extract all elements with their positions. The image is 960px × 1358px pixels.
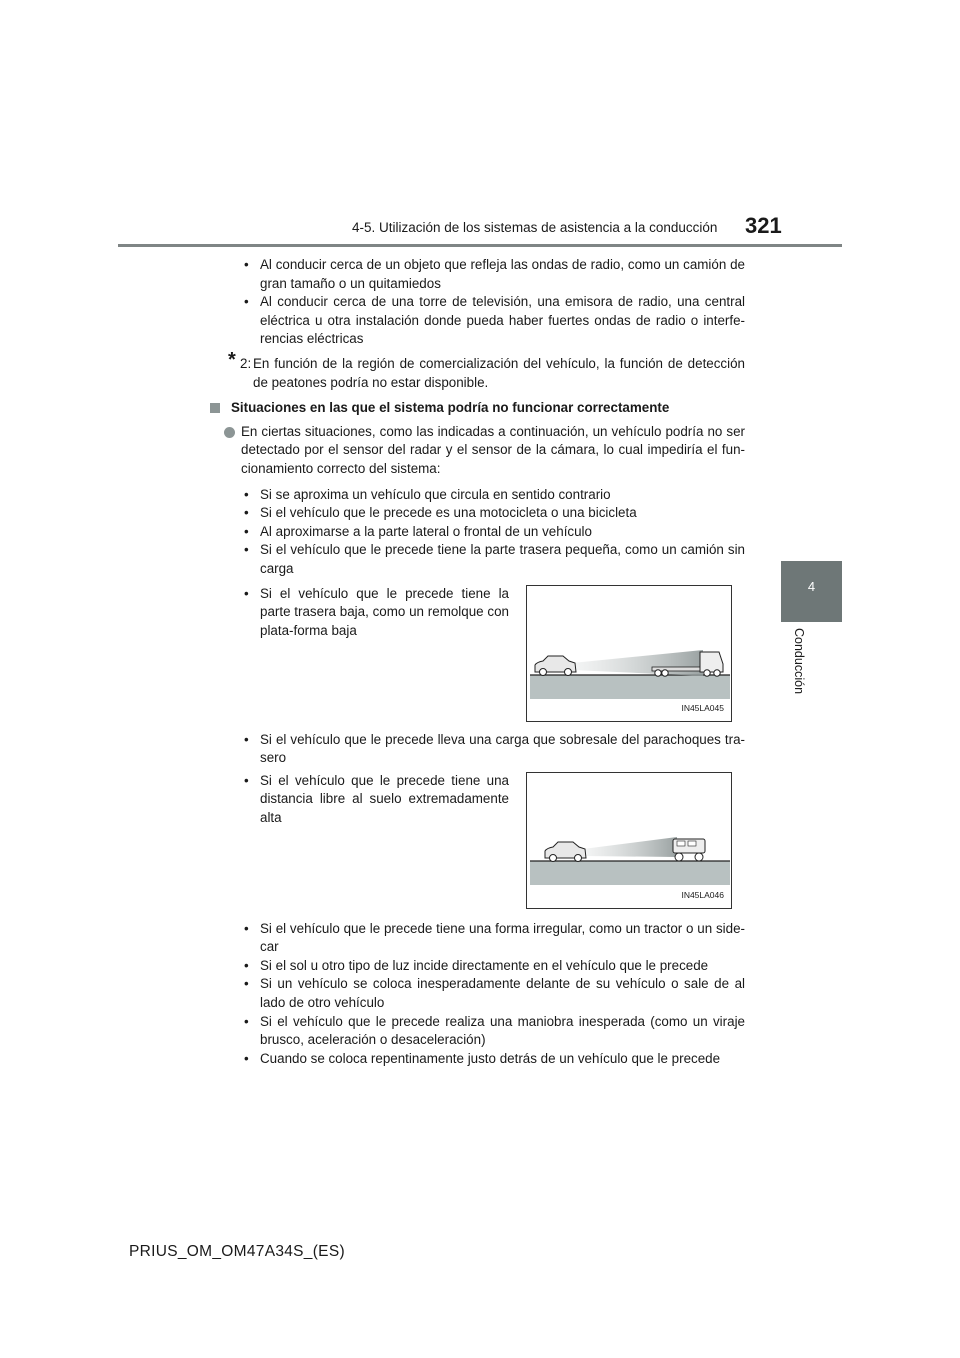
list-item: • Si se aproxima un vehículo que circula en sentido contrario — [241, 486, 745, 505]
chapter-tab — [781, 561, 842, 622]
figure-code: IN45LA046 — [681, 890, 724, 901]
list-item: • Si el vehículo que le precede realiza una maniobra inesperada (como un viraje brusco, aceleración o desaceleración) — [244, 1013, 745, 1048]
bullet-icon: • — [244, 523, 249, 539]
car-icon — [535, 656, 576, 676]
running-header: 4-5. Utilización de los sistemas de asistencia a la conducción — [352, 220, 718, 235]
document-id: PRIUS_OM_OM47A34S_(ES) — [129, 1243, 345, 1260]
list-item: • Al conducir cerca de un objeto que refleja las ondas de radio, como un camión de gran tamaño o un quitamiedos — [244, 257, 745, 291]
page-number: 321 — [745, 213, 782, 238]
bullet-icon: • — [244, 486, 249, 502]
list-item: • Si el vehículo que le precede tiene la parte trasera baja, como un remolque con plata-forma baja — [244, 585, 509, 638]
chapter-label: Conducción — [792, 628, 806, 695]
list-item: • Si el vehículo que le precede es una motocicleta o una bicicleta — [241, 504, 745, 523]
bullet-icon: • — [244, 542, 249, 558]
list-item: • Al conducir cerca de una torre de televisión, una emisora de radio, una central eléctrica u otra instalación donde pueda haber fuertes ondas de radio o interfe-rencias eléctricas — [244, 294, 745, 347]
footnote-asterisk-icon: * — [228, 348, 236, 371]
bullet-icon: • — [244, 920, 249, 936]
chapter-number: 4 — [807, 579, 816, 594]
list-item: • Cuando se coloca repentinamente justo detrás de un vehículo que le precede — [241, 1050, 745, 1069]
footnote — [217, 348, 745, 392]
chapter-label-wrapper — [790, 628, 810, 700]
figure-high-clearance — [526, 772, 732, 909]
bullet-icon: • — [244, 957, 249, 973]
radar-beam — [572, 650, 703, 676]
list-item: • Si el vehículo que le precede tiene una forma irregular, como un tractor o un side-car — [244, 920, 745, 955]
bullet-icon: • — [244, 257, 249, 272]
list-item: • Si el sol u otro tipo de luz incide directamente en el vehículo que le precede — [241, 957, 745, 976]
footnote-number: 2: — [240, 355, 252, 371]
bullet-icon: • — [244, 976, 249, 992]
conditions-list — [241, 486, 745, 579]
road-surface — [530, 675, 730, 699]
bullet-icon: • — [244, 505, 249, 521]
list-item: • Si un vehículo se coloca inesperadamente delante de su vehículo o sale de al lado de otro vehículo — [244, 976, 745, 1011]
high-clearance-vehicle-icon — [673, 839, 705, 861]
figure-code: IN45LA045 — [681, 702, 724, 713]
page-content — [217, 256, 745, 1068]
bullet-icon: • — [244, 731, 249, 747]
section-heading: Situaciones en las que el sistema podría no funcionar correctamente — [217, 399, 745, 418]
protruding-load-item-wrapper — [241, 731, 745, 768]
intro-list — [241, 256, 745, 349]
bullet-icon: • — [244, 585, 249, 601]
bullet-icon: • — [244, 1013, 249, 1029]
list-item: • Si el vehículo que le precede tiene la parte trasera pequeña, como un camión sin carga — [244, 542, 745, 576]
list-item: • Si el vehículo que le precede lleva una carga que sobresale del parachoques tra-sero — [244, 731, 745, 766]
footnote-text: En función de la región de comercialización del vehículo, la función de detección de peatones podría no estar disponible. — [253, 355, 745, 390]
section-intro: En ciertas situaciones, como las indicadas a continuación, un vehículo podría no ser detectado por el sensor del radar y el sensor de la cámara, lo cual impediría el fun-cionamiento correcto del sistema: — [217, 423, 745, 479]
list-item: • Al aproximarse a la parte lateral o frontal de un vehículo — [241, 523, 745, 542]
header-divider — [118, 244, 842, 247]
radar-beam — [583, 837, 677, 857]
figure-low-trailer — [526, 585, 732, 722]
bullet-icon: • — [244, 1050, 249, 1066]
figure-row-low-trailer — [241, 585, 745, 731]
bullet-icon: • — [244, 772, 249, 788]
car-icon — [545, 842, 586, 862]
bullet-icon: • — [244, 294, 249, 310]
square-bullet-icon — [210, 403, 220, 413]
more-conditions-list — [241, 920, 745, 1069]
figure-row-high-clearance — [241, 772, 745, 920]
list-item: • Si el vehículo que le precede tiene una distancia libre al suelo extremadamente alta — [244, 772, 509, 825]
road-surface — [530, 861, 730, 885]
circle-bullet-icon — [224, 427, 235, 438]
